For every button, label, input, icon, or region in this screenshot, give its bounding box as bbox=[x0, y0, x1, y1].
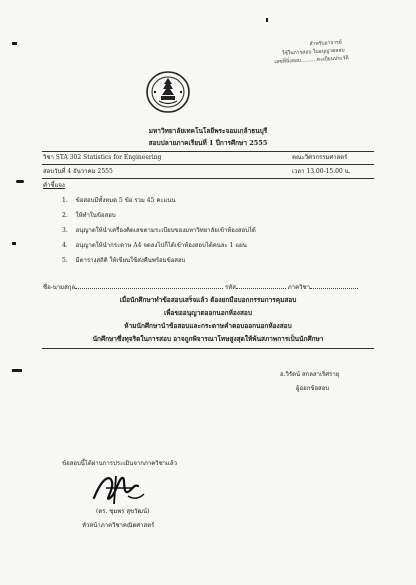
edge-mark bbox=[16, 180, 24, 183]
exam-date: สอบวันที่ 4 ธันวาคม 2555 bbox=[43, 168, 113, 175]
instruction-item bbox=[62, 257, 185, 265]
exam-time: เวลา 13.00-15.00 น. bbox=[292, 168, 351, 175]
edge-mark bbox=[266, 18, 268, 22]
name-label: ชื่อ-นามสกุล bbox=[43, 284, 76, 291]
faculty-name: คณะวิศวกรรมศาสตร์ bbox=[292, 154, 348, 161]
stamp-line-3: เลขที่นั่งสอบ..........ทะเบียนประวัติ bbox=[274, 55, 349, 66]
id-field[interactable] bbox=[236, 288, 286, 289]
header-rule-bottom bbox=[42, 178, 374, 179]
section-rule bbox=[42, 348, 374, 349]
exam-title: สอบปลายภาคเรียนที่ 1 ปีการศึกษา 2555 bbox=[148, 139, 268, 147]
course-name: วิชา STA 302 Statistics for Engineering bbox=[43, 154, 162, 161]
instructions-heading: คำชี้แจง bbox=[43, 182, 65, 189]
edge-mark bbox=[12, 42, 17, 45]
instruction-number: 1. bbox=[62, 197, 68, 204]
student-info-line bbox=[43, 284, 358, 292]
instruction-text: อนุญาตให้นำเครื่องคิดเลขตามระเบียบของมหาวิทยาลัยเข้าห้องสอบได้ bbox=[75, 227, 256, 234]
edge-mark bbox=[12, 369, 22, 372]
stamp-line-2: ใช้ในการสอบ ใบอนุญาตสอบ bbox=[281, 47, 345, 57]
instruction-number: 4. bbox=[62, 242, 68, 249]
examiner-role: ผู้ออกข้อสอบ bbox=[296, 385, 330, 392]
approver-title: หัวหน้าภาควิชาคณิตศาสตร์ bbox=[82, 522, 155, 529]
instruction-number: 2. bbox=[62, 212, 68, 219]
edge-mark bbox=[12, 242, 16, 245]
approver-name: (ดร. ชุมพร สุขวัฒน์) bbox=[96, 508, 150, 515]
stamp bbox=[274, 38, 349, 66]
signature bbox=[88, 468, 150, 510]
instruction-item bbox=[62, 197, 176, 205]
stamp-line-1: สำหรับอาจารย์ bbox=[309, 39, 342, 48]
header-rule-top bbox=[42, 151, 374, 152]
rule-line: ห้ามนักศึกษานำข้อสอบและกระดาษคำตอบออกนอกห้องสอบ bbox=[124, 322, 292, 330]
rule-line: เพื่อขออนุญาตออกนอกห้องสอบ bbox=[164, 309, 252, 317]
rule-line: เมื่อนักศึกษาทำข้อสอบเสร็จแล้ว ต้องยกมือบอกกรรมการคุมสอบ bbox=[119, 296, 297, 304]
instruction-number: 3. bbox=[62, 227, 68, 234]
header-rule-mid bbox=[42, 164, 374, 165]
approval-text: ข้อสอบนี้ได้ผ่านการประเมินจากภาควิชาแล้ว bbox=[62, 460, 177, 467]
instruction-text: ข้อสอบมีทั้งหมด 5 ข้อ รวม 45 คะแนน bbox=[75, 197, 176, 204]
dept-field[interactable] bbox=[310, 288, 358, 289]
instruction-number: 5. bbox=[62, 257, 68, 264]
instruction-item bbox=[62, 242, 247, 250]
university-name: มหาวิทยาลัยเทคโนโลยีพระจอมเกล้าธนบุรี bbox=[148, 127, 268, 135]
rule-line: นักศึกษาซึ่งทุจริตในการสอบ อาจถูกพิจารณาโทษสูงสุดให้พ้นสภาพการเป็นนักศึกษา bbox=[92, 335, 324, 343]
instruction-item bbox=[62, 212, 116, 220]
university-seal-icon bbox=[145, 70, 191, 114]
dept-label: ภาควิชา bbox=[287, 284, 310, 291]
instruction-item bbox=[62, 227, 256, 235]
id-label: รหัส bbox=[225, 284, 236, 291]
instruction-text: อนุญาตให้นำกระดาษ A4 จดลงไปก็ได้เข้าห้องสอบได้คนละ 1 แผ่น bbox=[75, 242, 247, 249]
name-field[interactable] bbox=[75, 288, 223, 289]
instruction-text: มีตารางสถิติ ให้เขียนใช้ส่งคืนพร้อมข้อสอบ bbox=[75, 257, 186, 264]
examiner-name: อ.วิรัตน์ สกลสาเริศรายุ bbox=[280, 371, 340, 378]
instruction-text: ให้ทำในข้อสอบ bbox=[75, 212, 116, 219]
